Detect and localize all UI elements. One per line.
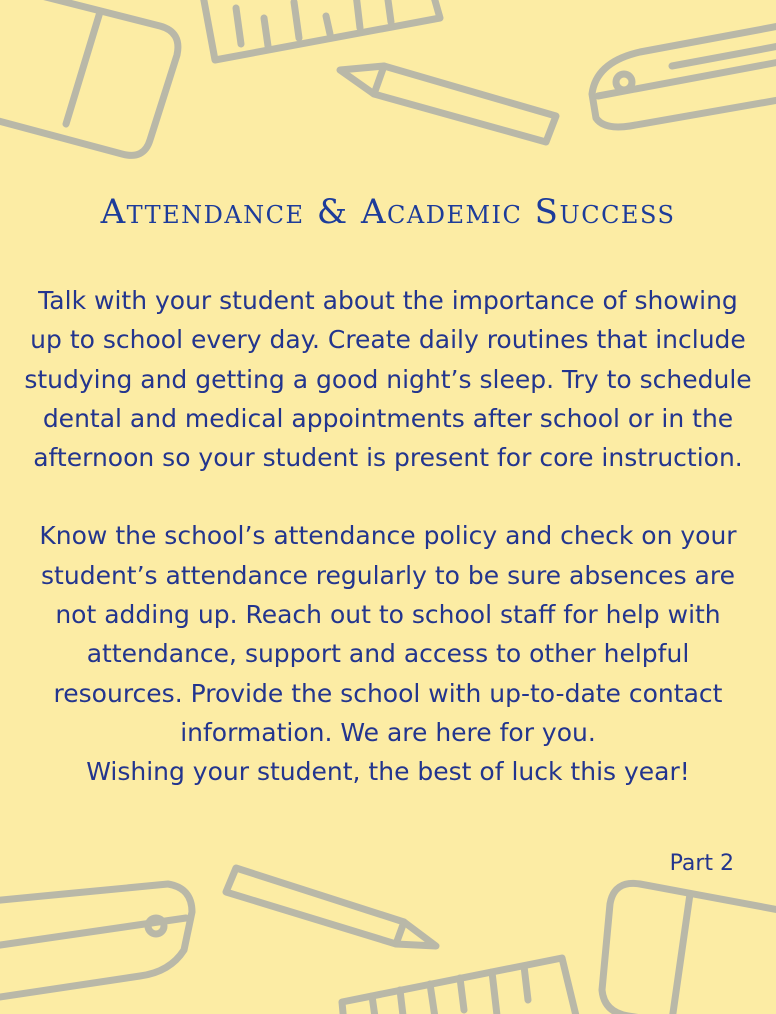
ruler-icon [202,0,440,60]
body-text [22,281,754,792]
page-title: Attendance & Academic Success [100,192,676,232]
stapler-icon [0,884,192,1000]
ruler-icon [342,958,578,1014]
paragraph: Talk with your student about the importance of showing up to school every day. Create daily routines that include studying and getting a good night’s sleep. Try to schedule dental and medical appointments after school or in the afternoon so your student is present for core instruction. [24,286,752,473]
pencil-icon [340,66,556,142]
pencil-icon [226,868,436,946]
closing-line: Wishing your student, the best of luck this year! [86,757,690,787]
eraser-icon [602,883,776,1014]
paragraph: Know the school’s attendance policy and check on your student’s attendance regularly to be sure absences are not adding up. Reach out to school staff for help with attendance, support and access to other helpful resources. Provide the school with up-to-date contact information. We are here for you. [39,521,737,747]
page-label: Part 2 [669,851,734,876]
stapler-icon [592,24,776,127]
eraser-icon [0,0,178,155]
